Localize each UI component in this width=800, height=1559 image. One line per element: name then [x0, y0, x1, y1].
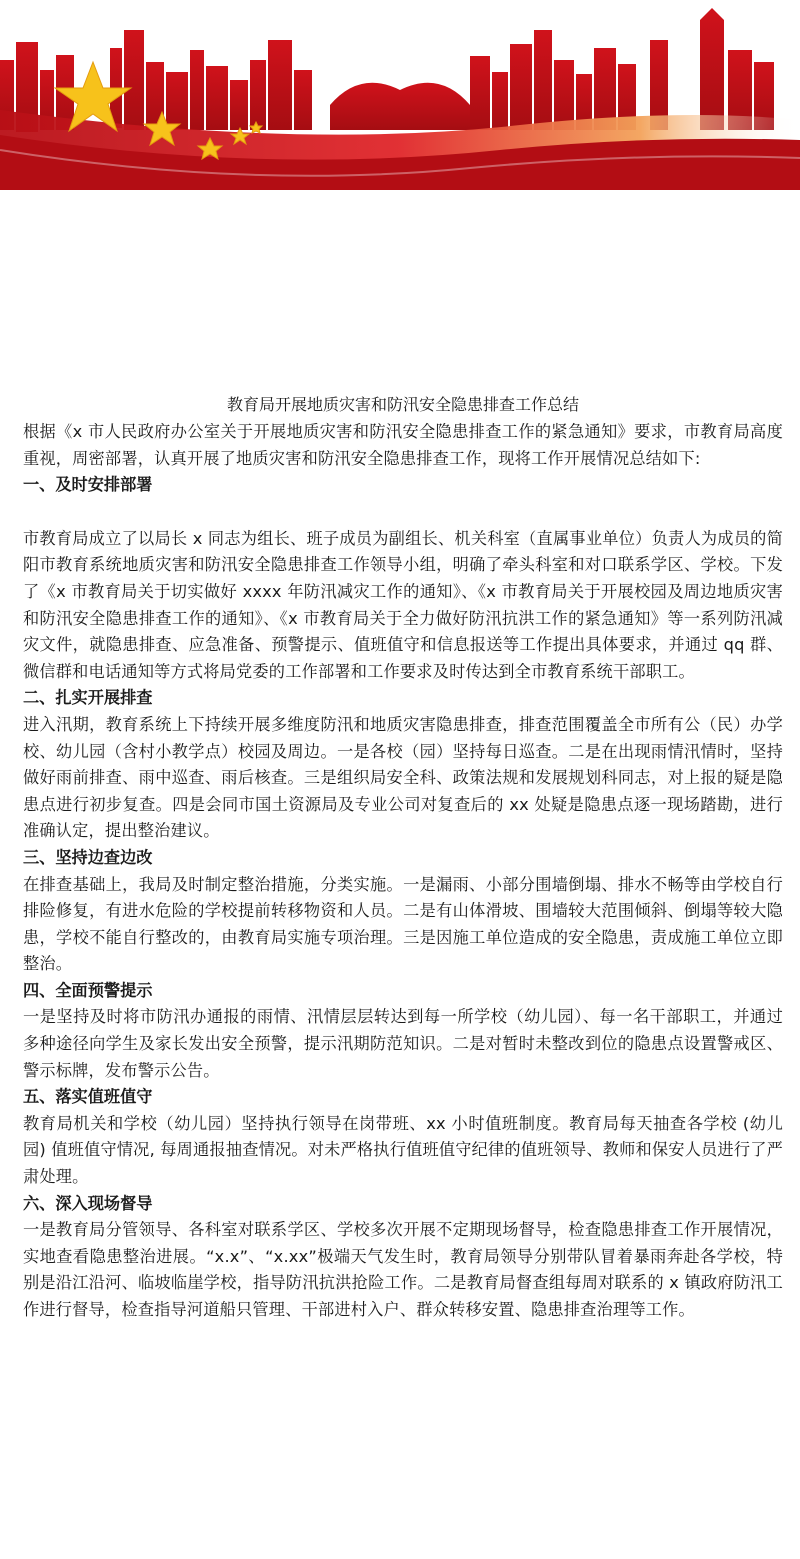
- city-skyline-graphic: [0, 0, 800, 190]
- section-heading: 六、深入现场督导: [23, 1193, 153, 1213]
- section-body: 一是坚持及时将市防汛办通报的雨情、汛情层层转达到每一所学校（幼儿园）、每一名干部职工，并通过多种途径向学生及家长发出安全预警，提示汛期防范知识。二是对暂时未整改到位的隐患点设置警戒区、警示标牌，发布警示公告。: [23, 1007, 783, 1080]
- section-heading: 四、全面预警提示: [23, 980, 153, 1000]
- section-body: 进入汛期，教育系统上下持续开展多维度防汛和地质灾害隐患排查，排查范围覆盖全市所有公（民）办学校、幼儿园（含村小教学点）校园及周边。一是各校（园）坚持每日巡查。二是在出现雨情汛情时，坚持做好雨前排查、雨中巡查、雨后核查。三是组织局安全科、政策法规和发展规划科同志，对上报的疑是隐患点进行初步复查。四是会同市国土资源局及专业公司对复查后的 xx 处疑是隐患点逐一现场踏勘，进行准确认定，提出整治建议。: [23, 714, 783, 841]
- section-body: 在排查基础上，我局及时制定整治措施，分类实施。一是漏雨、小部分围墙倒塌、排水不畅等由学校自行排险修复，有进水危险的学校提前转移物资和人员。二是有山体滑坡、围墙较大范围倾斜、倒塌等较大隐患，学校不能自行整改的，由教育局实施专项治理。三是因施工单位造成的安全隐患，责成施工单位立即整治。: [23, 874, 783, 974]
- section-body: 教育局机关和学校（幼儿园）坚持执行领导在岗带班、xx 小时值班制度。教育局每天抽查各学校 (幼儿园) 值班值守情况, 每周通报抽查情况。对未严格执行值班值守纪律的值班领导、教师和保安人员进行了严肃处理。: [23, 1113, 783, 1187]
- section-body: 市教育局成立了以局长 x 同志为组长、班子成员为副组长、机关科室（直属事业单位）负责人为成员的简阳市教育系统地质灾害和防汛安全隐患排查工作领导小组，明确了牵头科室和对口联系学区、学校。下发了《x 市教育局关于切实做好 xxxx 年防汛减灾工作的通知》、《x 市教育局关于开展校园及周边地质灾害和防汛安全隐患排查工作的通知》、《x 市教育局关于全力做好防汛抗洪工作的紧急通知》等一系列防汛减灾文件，就隐患排查、应急准备、预警提示、值班值守和信息报送等工作提出具体要求，并通过 qq 群、微信群和电话通知等方式将局党委的工作部署和工作要求及时传达到全市教育系统干部职工。: [23, 528, 783, 681]
- document-body: [23, 393, 783, 1324]
- section-heading: 五、落实值班值守: [23, 1087, 153, 1107]
- header-banner: [0, 0, 800, 190]
- document-title: 教育局开展地质灾害和防汛安全隐患排查工作总结: [226, 395, 579, 414]
- section-body: 一是教育局分管领导、各科室对联系学区、学校多次开展不定期现场督导，检查隐患排查工作开展情况，实地查看隐患整治进展。“x.x”、“x.xx”极端天气发生时，教育局领导分别带队冒着暴雨奔赴各学校，特别是沿江沿河、临坡临崖学校，指导防汛抗洪抢险工作。二是教育局督查组每周对联系的 x 镇政府防汛工作进行督导，检查指导河道船只管理、干部进村入户、群众转移安置、隐患排查治理等工作。: [23, 1220, 783, 1319]
- section-heading: 一、及时安排部署: [23, 475, 153, 495]
- section-heading: 二、扎实开展排查: [23, 688, 153, 708]
- spacer: [23, 499, 783, 526]
- section-heading: 三、坚持边查边改: [23, 847, 153, 867]
- intro-paragraph: 根据《x 市人民政府办公室关于开展地质灾害和防汛安全隐患排查工作的紧急通知》要求，市教育局高度重视，周密部署，认真开展了地质灾害和防汛安全隐患排查工作，现将工作开展情况总结如下:: [23, 422, 783, 468]
